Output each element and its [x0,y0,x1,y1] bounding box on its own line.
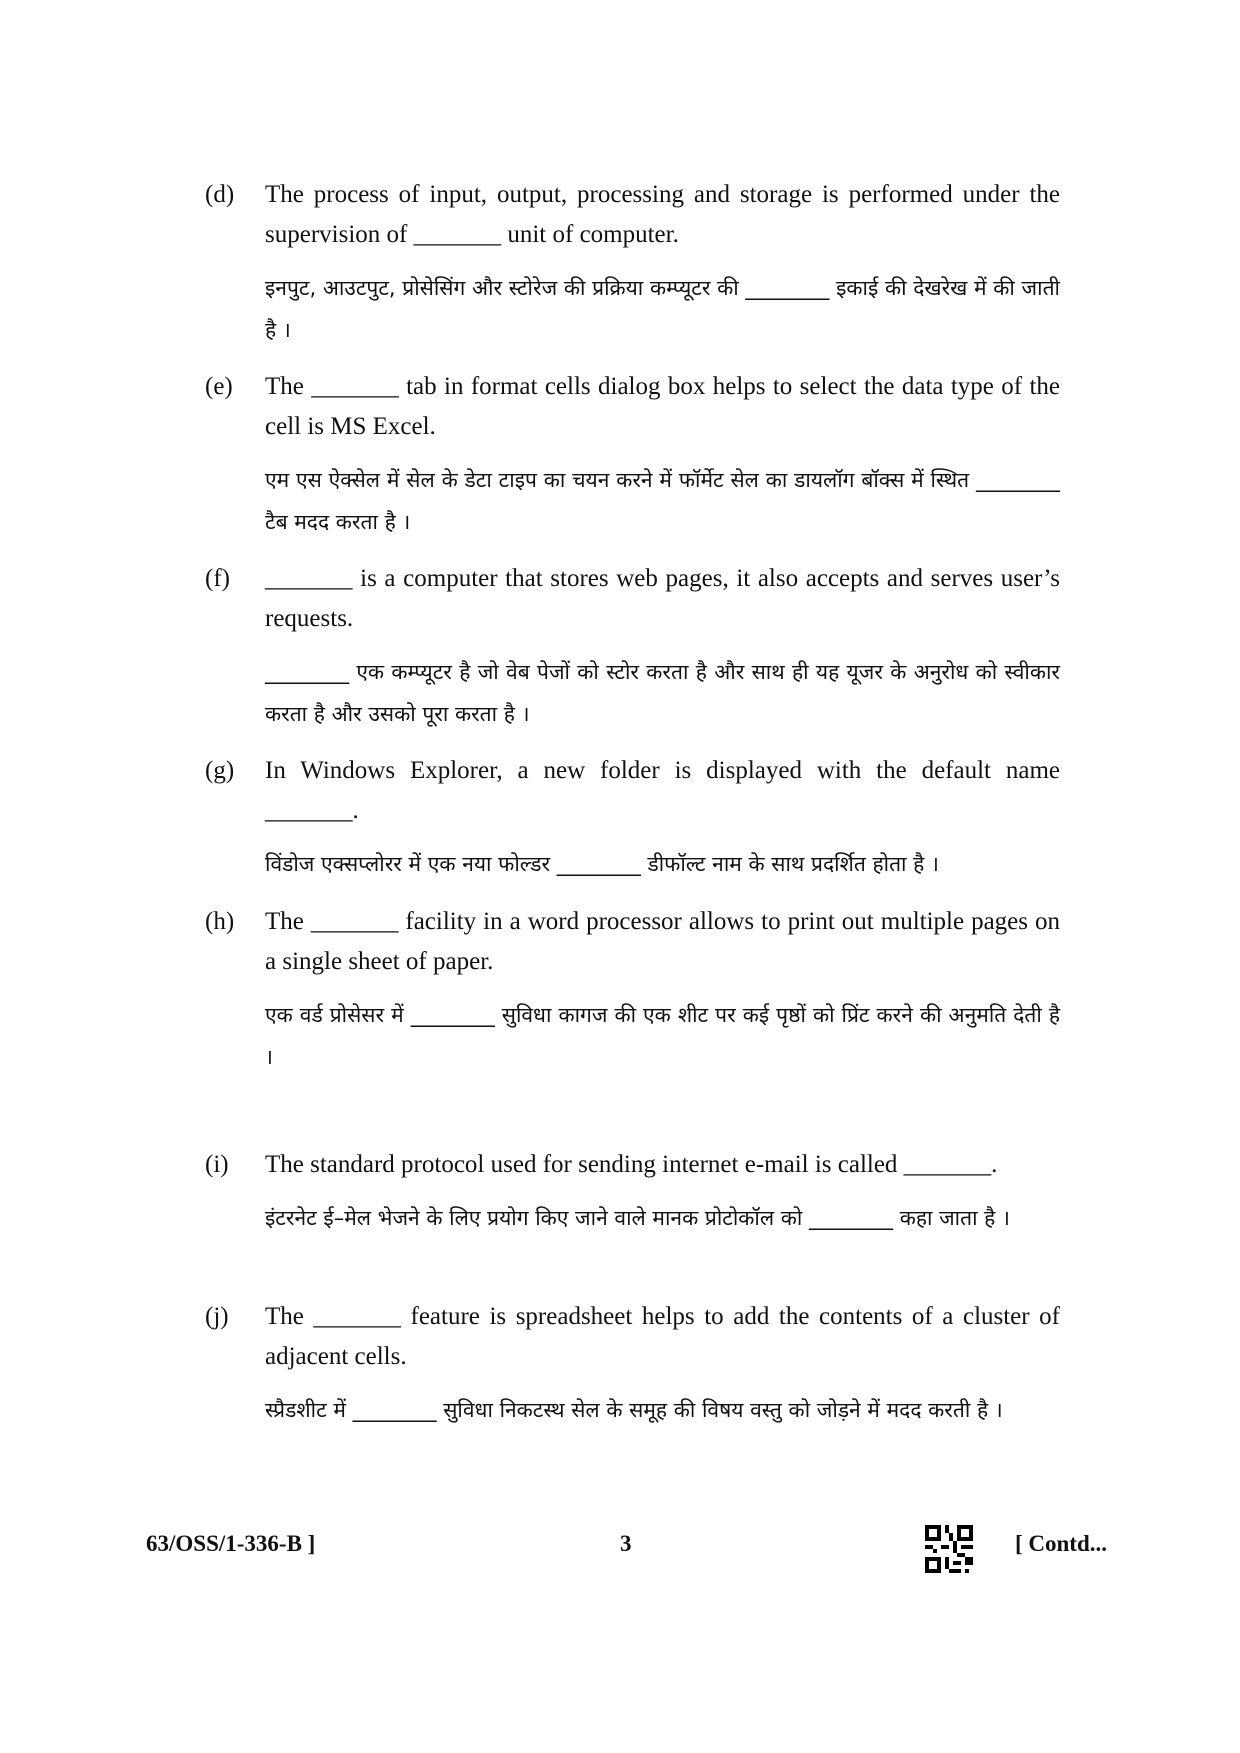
question-text-english: The _______ tab in format cells dialog box helps to select the data type of the cell is MS Excel. [265,373,1060,440]
question-label: (f) [205,565,230,592]
question-label: (i) [205,1151,229,1178]
question-label: (e) [205,373,233,400]
question-g [205,751,1060,885]
question-f [205,559,1060,735]
question-text-english: The standard protocol used for sending internet e-mail is called _______. [265,1151,998,1178]
question-text-english: In Windows Explorer, a new folder is displayed with the default name _______. [265,757,1060,824]
page-number: 3 [620,1531,632,1556]
continued-marker: [ Contd... [1015,1531,1108,1556]
question-label: (h) [205,908,235,935]
question-text-hindi: एक वर्ड प्रोसेसर में ________ सुविधा कागज की एक शीट पर कई पृष्ठों को प्रिंट करने की अनुमति देती है । [265,1003,1060,1069]
question-text-hindi: इनपुट, आउटपुट, प्रोसेसिंग और स्टोरेज की प्रक्रिया कम्प्यूटर की ________ इकाई की देखरेख में की जाती है । [265,276,1060,342]
question-text-hindi: ________ एक कम्प्यूटर है जो वेब पेजों को स्टोर करता है और साथ ही यह यूजर के अनुरोध को स्वीकार करता है और उसको पूरा करता है । [265,660,1060,726]
question-text-english: The _______ feature is spreadsheet helps to add the contents of a cluster of adjacent cells. [265,1303,1060,1370]
question-label: (d) [205,181,235,208]
paper-code: 63/OSS/1-336-B ] [146,1531,316,1556]
question-label: (g) [205,757,235,784]
question-text-hindi: विंडोज एक्सप्लोरर में एक नया फोल्डर ________ डीफॉल्ट नाम के साथ प्रदर्शित होता है । [265,852,939,876]
question-label: (j) [205,1303,229,1330]
question-i [205,1145,1060,1239]
question-text-english: _______ is a computer that stores web pages, it also accepts and serves user’s requests. [265,565,1060,632]
question-d [205,175,1060,351]
question-text-english: The _______ facility in a word processor allows to print out multiple pages on a single sheet of paper. [265,908,1060,975]
question-text-english: The process of input, output, processing and storage is performed under the supervision of _______ unit of computer. [265,181,1060,248]
question-j [205,1297,1060,1431]
question-text-hindi: इंटरनेट ई–मेल भेजने के लिए प्रयोग किए जाने वाले मानक प्रोटोकॉल को ________ कहा जाता है । [265,1206,1010,1230]
page-footer [0,1525,1240,1565]
question-text-hindi: एम एस ऐक्सेल में सेल के डेटा टाइप का चयन करने में फॉर्मेट सेल का डायलॉग बॉक्स में स्थित ________ टैब मदद करता है । [265,468,1060,534]
question-h [205,902,1060,1078]
qr-code-icon [925,1525,973,1573]
question-e [205,367,1060,543]
question-text-hindi: स्प्रैडशीट में ________ सुविधा निकटस्थ सेल के समूह की विषय वस्तु को जोड़ने में मदद करती है । [265,1398,1003,1422]
